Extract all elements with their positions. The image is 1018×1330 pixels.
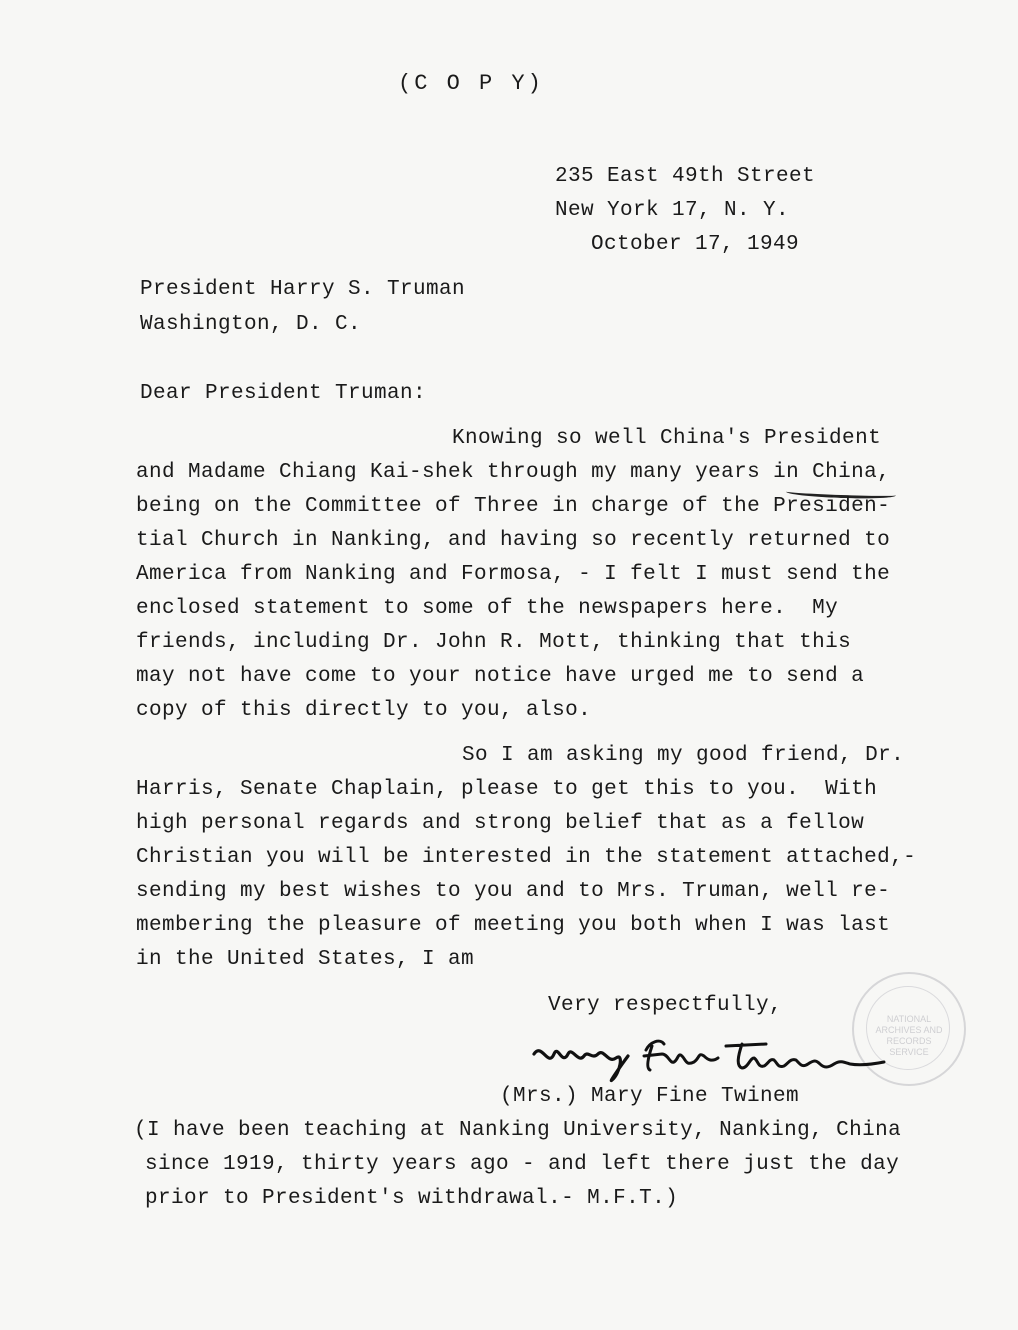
body-line: high personal regards and strong belief that as a fellow	[136, 812, 865, 835]
body-line: friends, including Dr. John R. Mott, thinking that this	[136, 631, 852, 654]
sender-street: 235 East 49th Street	[555, 165, 816, 188]
body-line: membering the pleasure of meeting you both when I was last	[136, 914, 891, 937]
recipient-city: Washington, D. C.	[140, 313, 362, 336]
body-line: copy of this directly to you, also.	[136, 699, 592, 722]
postscript-line: since 1919, thirty years ago - and left there just the day	[145, 1153, 900, 1176]
copy-mark: (C O P Y)	[398, 71, 544, 96]
body-line: enclosed statement to some of the newspapers here. My	[136, 597, 839, 620]
body-line: sending my best wishes to you and to Mrs. Truman, well re-	[136, 880, 891, 903]
sender-city: New York 17, N. Y.	[555, 199, 790, 222]
handwritten-signature	[528, 1024, 888, 1084]
body-line: Christian you will be interested in the statement attached,-	[136, 846, 917, 869]
body-line: So I am asking my good friend, Dr.	[462, 744, 905, 767]
postscript-line: (I have been teaching at Nanking University, Nanking, China	[134, 1119, 902, 1142]
salutation: Dear President Truman:	[140, 382, 427, 405]
letter-date: October 17, 1949	[591, 233, 800, 256]
body-line: being on the Committee of Three in charge of the Presiden-	[136, 495, 891, 518]
typed-signature: (Mrs.) Mary Fine Twinem	[500, 1085, 800, 1108]
recipient-name: President Harry S. Truman	[140, 278, 466, 301]
body-line: tial Church in Nanking, and having so recently returned to	[136, 529, 891, 552]
body-line: America from Nanking and Formosa, - I felt I must send the	[136, 563, 891, 586]
closing: Very respectfully,	[548, 994, 783, 1017]
stamp-text: NATIONAL ARCHIVES AND RECORDS SERVICE	[875, 1014, 943, 1057]
body-line: Knowing so well China's President	[452, 427, 882, 450]
body-line: in the United States, I am	[136, 948, 475, 971]
postscript-line: prior to President's withdrawal.- M.F.T.)	[145, 1187, 679, 1210]
body-line: and Madame Chiang Kai-shek through my many years in China,	[136, 461, 891, 484]
body-line: may not have come to your notice have urged me to send a	[136, 665, 865, 688]
body-line: Harris, Senate Chaplain, please to get this to you. With	[136, 778, 878, 801]
